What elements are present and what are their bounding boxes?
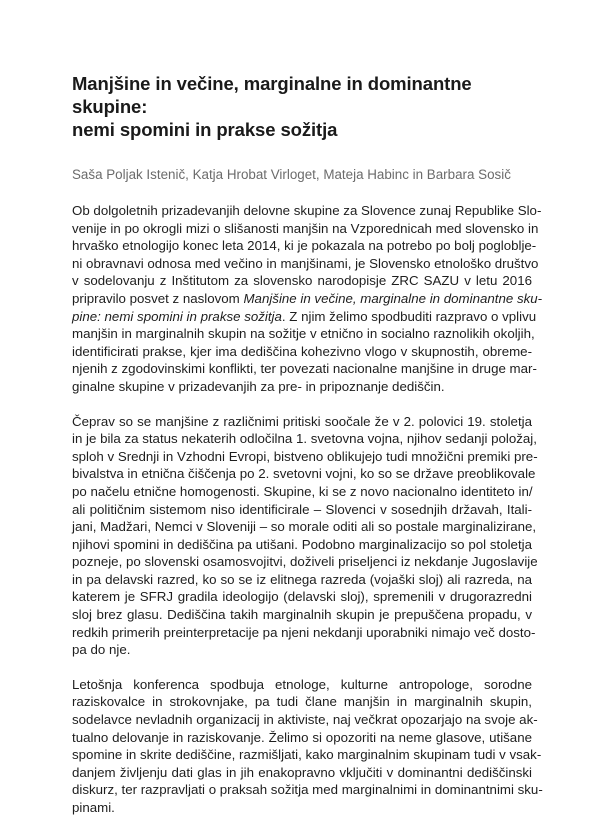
- text-line: Ob dolgoletnih prizadevanjih delovne skupine za Slovence zunaj Republike Slo-: [72, 203, 542, 218]
- text-line: Čeprav so se manjšine z različnimi pritiski soočale že v 2. polovici 19. stoletja: [72, 413, 532, 429]
- text-line: katerem je SFRJ gradila ideologijo (delavski sloj), spremenili v drugorazredni: [72, 589, 532, 605]
- text-line: manjšin in marginalnih skupin na sožitje v etnično in socialno raznolikih okoljih,: [72, 326, 535, 342]
- conference-title-italic: Manjšine in večine, marginalne in dominantne sku-: [243, 290, 543, 306]
- title-line: nemi spomini in prakse sožitja: [72, 119, 338, 140]
- paragraph-1: [72, 202, 543, 396]
- body-text: [72, 202, 543, 817]
- text-line: pozneje, po slovenski osamosvojitvi, doživeli priseljenci iz nekdanje Jugoslavije: [72, 554, 538, 570]
- text-line: in pa delavski razred, ko so se iz elitnega razreda (vojaški sloj) ali razreda, na: [72, 571, 532, 587]
- text-line: njenih z zgodovinskimi konflikti, ter povezati nacionalne manjšine in druge mar-: [72, 361, 537, 377]
- text-line: identificirati prakse, kjer ima dediščina kohezivno vlogo v skupnostih, obreme-: [72, 343, 532, 359]
- text-line: sploh v Srednji in Vzhodni Evropi, bistveno oblikujejo tudi množični premiki pre-: [72, 448, 538, 464]
- document-page: [72, 72, 543, 834]
- text-line: pinami.: [72, 800, 115, 815]
- text-line: in je bila za status nekaterih odločilna 1. svetovna vojna, njihov sedanji položaj,: [72, 431, 537, 447]
- text-line: ni obravnavi odnosa med večino in manjšinami, je Slovensko etnološko društvo: [72, 255, 539, 271]
- text-line: spomine in skrite dediščine, razmišljati, kako marginalnim skupinam tudi v vsak-: [72, 747, 542, 763]
- text-line: ali političnim sistemom niso identificirale – Slovenci v sosednjih državah, Itali-: [72, 501, 532, 517]
- text-fragment: . Z njim želimo spodbuditi razpravo o vplivu: [281, 308, 537, 324]
- text-line: diskurz, ter razpravljati o praksah sožitja med marginalnimi in dominantnimi sku-: [72, 782, 543, 798]
- text-fragment: pripravilo posvet z naslovom: [72, 290, 244, 306]
- text-line: [72, 308, 537, 326]
- text-line: venije in po okrogli mizi o slišanosti manjšin na Vzporednicah med slovensko in: [72, 220, 539, 236]
- text-line: v sodelovanju z Inštitutom za slovensko narodopisje ZRC SAZU v letu 2016: [72, 273, 532, 289]
- text-line: ginalne skupine v prizadevanjih za pre- in pripoznanje dediščin.: [72, 378, 445, 394]
- text-line: sodelavce nevladnih organizacij in aktiviste, naj večkrat opozarjajo na svoje ak-: [72, 712, 538, 728]
- text-line: hrvaško etnologijo konec leta 2014, ki je pokazala na potrebo po bolj pogloblje-: [72, 238, 537, 254]
- text-line: danjem življenju dati glas in jih enakopravno vključiti v dominantni dediščinski: [72, 764, 532, 780]
- paragraph-2: [72, 413, 538, 659]
- title-line: Manjšine in večine, marginalne in dominantne skupine:: [72, 73, 472, 117]
- text-line: raziskovalce in strokovnjake, pa tudi člane manjšin in marginalnih skupin,: [72, 694, 532, 710]
- text-line: njihovi spomini in dediščina pa utišani. Podobno marginalizacijo so pol stoletja: [72, 536, 532, 552]
- text-line: redkih primerih preinterpretacije pa njeni nekdanji uporabniki nimajo več dosto-: [72, 624, 536, 640]
- text-line: jani, Madžari, Nemci v Sloveniji – so morale oditi ali so postale marginalizirane,: [72, 519, 537, 535]
- authors-line: Saša Poljak Istenič, Katja Hrobat Virloget, Mateja Habinc in Barbara Sosič: [72, 167, 511, 182]
- text-line: Letošnja konferenca spodbuja etnologe, kulturne antropologe, sorodne: [72, 676, 532, 692]
- text-line: po načelu etnične homogenosti. Skupine, ki se z novo nacionalno identiteto in/: [72, 483, 533, 499]
- text-line: sloj brez glasu. Dediščina takih marginalnih skupin je prepuščena propadu, v: [72, 607, 532, 623]
- paragraph-3: [72, 676, 543, 817]
- conference-title-italic: pine: nemi spomini in prakse sožitja: [72, 308, 282, 324]
- text-line: [72, 290, 543, 308]
- text-line: pa do nje.: [72, 642, 131, 658]
- text-line: bivalstva in etnična čiščenja po 2. svetovni vojni, ko so se države preoblikovale: [72, 466, 536, 482]
- text-line: tualno delovanje in raziskovanje. Želimo si opozoriti na neme glasove, utišane: [72, 729, 532, 745]
- document-title: [72, 72, 532, 141]
